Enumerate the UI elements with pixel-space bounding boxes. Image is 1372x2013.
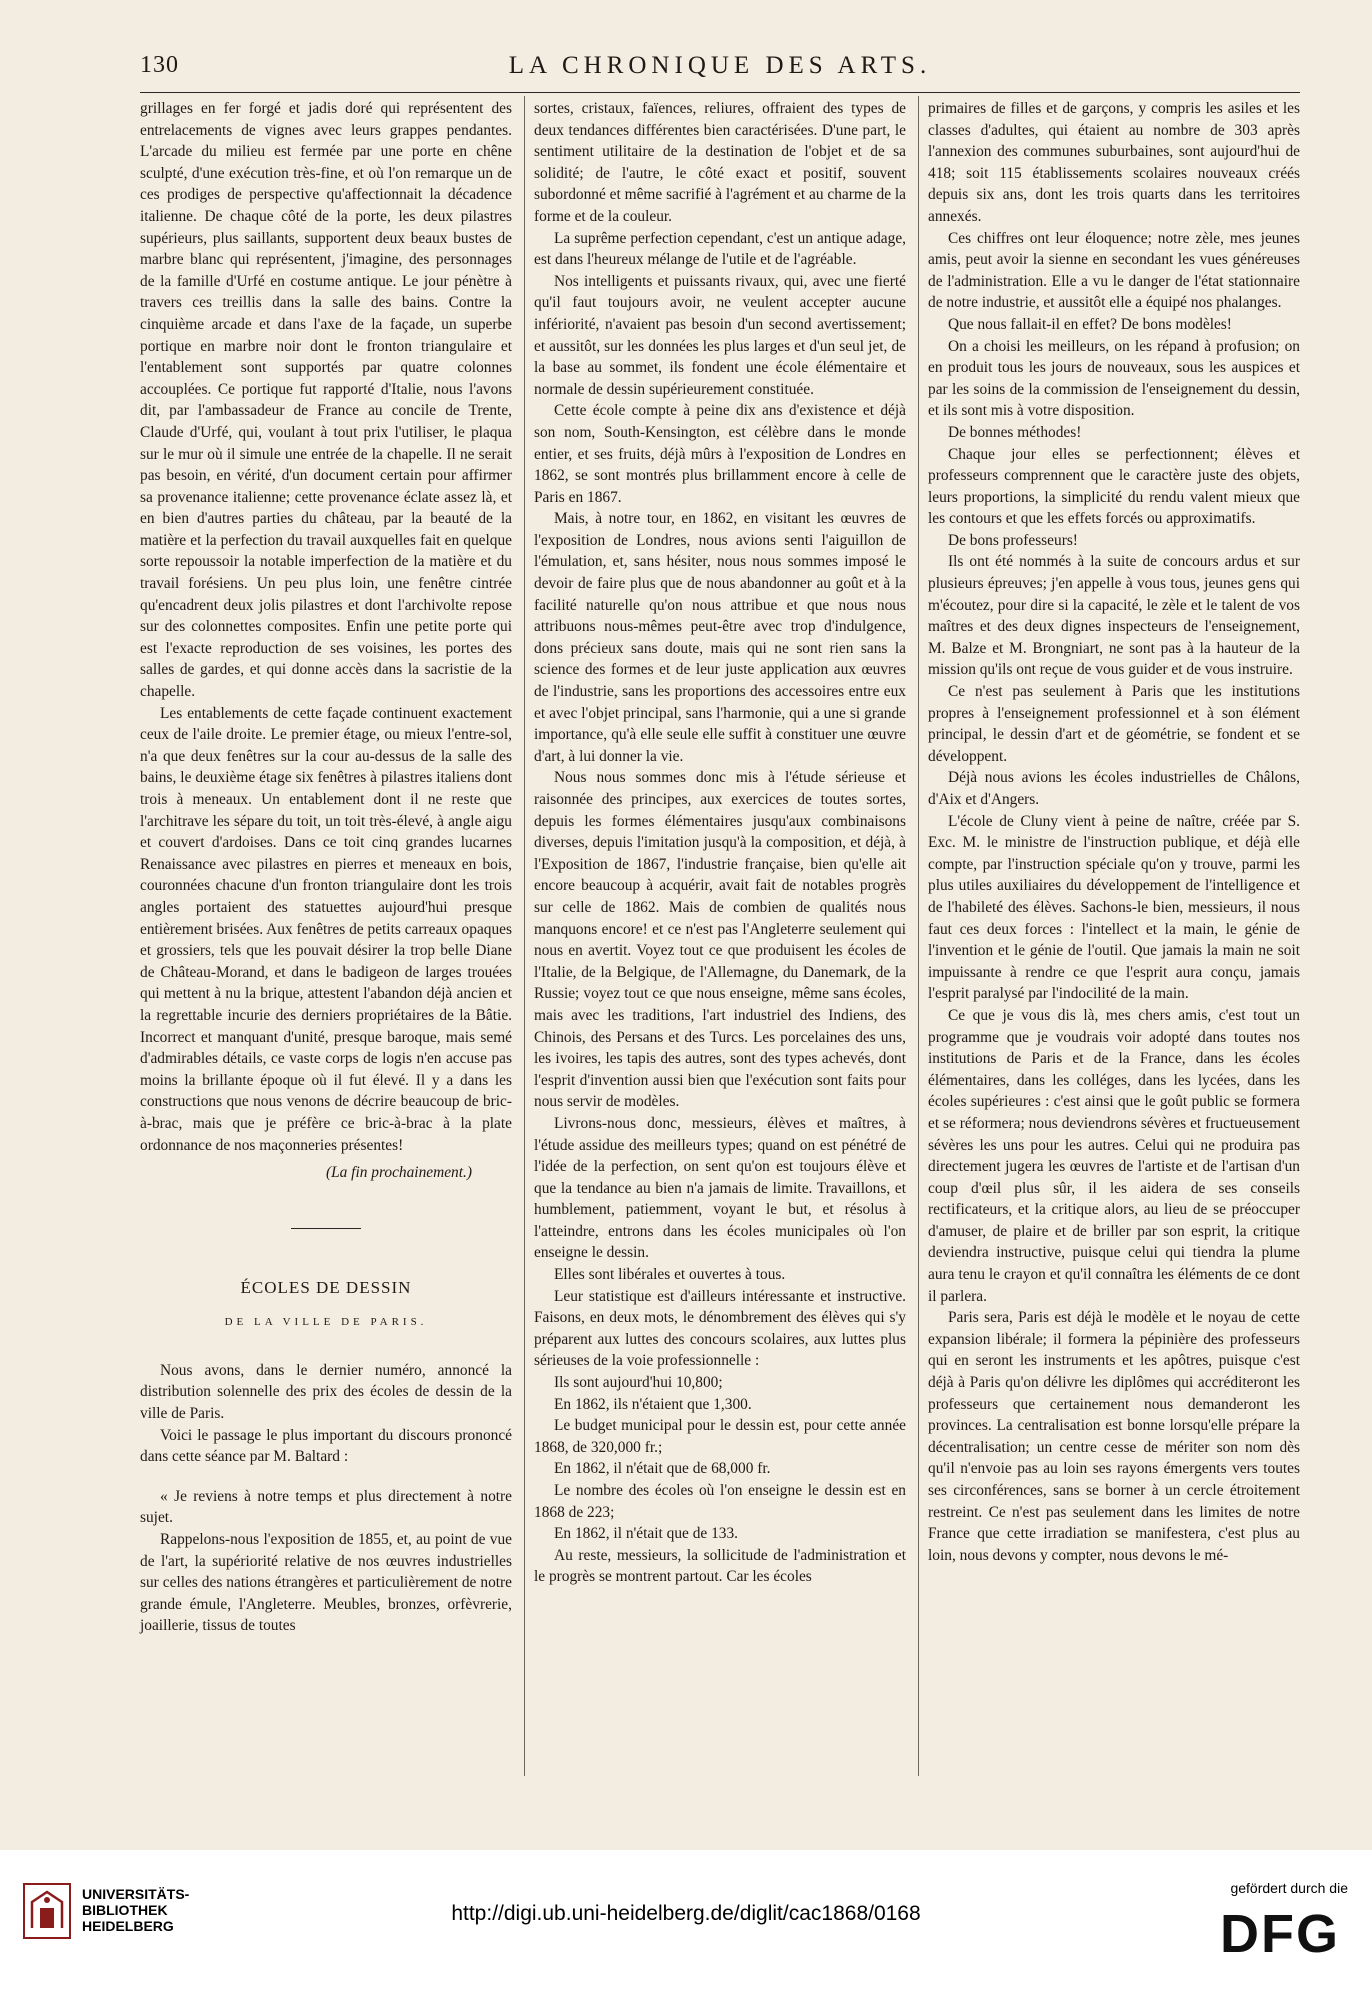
paragraph: Ce que je vous dis là, mes chers amis, c'est tout un programme que je voudrais voir adopté dans toutes nos institutions de Paris et de la France, dans les écoles élémentaires, dans les colléges, dans les lycées, dans les écoles supérieures : c'est ainsi que le goût public se formera et se réformera; nous deviendrons sévères et fructueusement sévères les uns pour les autres. Celui qui ne produira pas directement jugera les œuvres de l'artiste et de l'artisan d'un coup d'œil plus sûr, il les aidera de ses conseils rectificateurs, et la critique alors, au lieu de se préoccuper d'amuser, de plaire et de briller par son esprit, la critique deviendra instructive, puisque celui qui tiendra la plume aura tenu le crayon et qu'il connaîtra les éléments de ce dont il parlera. <box>928 1006 1300 1305</box>
paragraph: Chaque jour elles se perfectionnent; élèves et professeurs comprennent que le caractère juste des objets, leurs proportions, la simplicité du rendu valent mieux que les contours et que les effets forcés ou approximatifs. <box>928 445 1300 528</box>
section-separator <box>291 1228 361 1229</box>
page-number: 130 <box>140 52 179 78</box>
paragraph: primaires de filles et de garçons, y compris les asiles et les classes d'adultes, qui étaient au nombre de 303 après l'annexion des communes suburbaines, sont aujourd'hui de 418; soit 115 établissements scolaires nouveaux créés depuis six ans, dont les trois quarts dans les territoires annexés. <box>928 100 1300 225</box>
paragraph: Nos intelligents et puissants rivaux, qui, avec une fierté qu'il faut toujours avoir, ne veulent accepter aucune infériorité, n'avaient pas besoin d'un second avertissement; et aussitôt, sur les données les plus larges et d'un seul jet, de la base au sommet, ils fondent une école élémentaire et normale de dessin supérieurement constituée. <box>534 272 906 398</box>
column-left <box>140 98 512 1637</box>
paragraph: L'école de Cluny vient à peine de naître, créée par S. Exc. M. le ministre de l'instruction publique, et déjà elle compte, par l'instruction spéciale qu'on y trouve, parmi les plus utiles auxiliaires du développement de l'intelligence et de l'habileté des élèves. Sachons-le bien, messieurs, il nous faut ces deux forces : l'intellect et la main, le génie de l'invention et le génie de l'outil. Que jamais la main ne soit impuissante à rendre ce que l'esprit aura conçu, jamais l'esprit paralysé par l'indocilité de la main. <box>928 812 1300 1003</box>
paragraph: Nous avons, dans le dernier numéro, annoncé la distribution solennelle des prix des écoles de dessin de la ville de Paris. <box>140 1361 512 1423</box>
statistic-line: En 1862, ils n'étaient que 1,300. <box>554 1395 752 1413</box>
paragraph: Elles sont libérales et ouvertes à tous. <box>554 1266 786 1284</box>
paragraph: sortes, cristaux, faïences, reliures, offraient des types de deux tendances différentes bien caractérisées. D'une part, le sentiment utilitaire de la destination de l'objet et de sa solidité; de l'autre, le côté exact et positif, souvent subordonné et même sacrifié à l'agrément et au charme de la forme et de la couleur. <box>534 100 906 225</box>
page-header <box>140 52 1300 93</box>
paragraph: Rappelons-nous l'exposition de 1855, et, au point de vue de l'art, la supériorité relative de nos œuvres industrielles sur celles des nations étrangères et particulièrement de notre grande émule, l'Angleterre. Meubles, bronzes, orfèvrerie, joaillerie, tissus de toutes <box>140 1531 512 1635</box>
dfg-logo-text: DFG <box>1220 1906 1340 1958</box>
paragraph: Les entablements de cette façade continuent exactement ceux de l'aile droite. Le premier étage, ou mieux l'entre-sol, n'a que deux fenêtres sur la cour au-dessus de la salle des bains, le deuxième étage six fenêtres à pilastres italiens dont trois à meneaux. Un entablement dont il ne reste que l'architrave les sépare du toit, un toit très-élevé, à angle aigu et couvert d'ardoises. Dans ce toit cinq grandes lucarnes Renaissance avec pilastres en pierres et meneaux en bois, couronnées chacune d'un fronton triangulaire dont les trois angles portaient des statuettes aujourd'hui presque entièrement brisées. Aux fenêtres de petits carreaux opaques et grossiers, tels que les pouvait désirer la trop belle Diane de Château-Morand, et dans le badigeon de larges trouées qui mettent à nu la brique, attestent l'abandon déjà ancien et la regrettable incurie des derniers propriétaires de la Bâtie. Incorrect et manquant d'unité, presque baroque, mais semé d'admirables détails, ce vaste corps de logis n'en accuse pas moins la brillante époque où il fut élevé. Il y a dans les constructions que nous venons de décrire beaucoup de bric-à-brac, mais que je préfère ce bric-à-brac à la plate ordonnance de nos maçonneries présentes! <box>140 704 512 1154</box>
statistic-line: Le budget municipal pour le dessin est, pour cette année 1868, de 320,000 fr.; <box>534 1417 906 1456</box>
source-url-link[interactable]: http://digi.ub.uni-heidelberg.de/diglit/cac1868/0168 <box>451 1902 921 1925</box>
paragraph: De bons professeurs! <box>948 531 1078 549</box>
university-name-line: BIBLIOTHEK <box>82 1902 168 1918</box>
university-name-line: HEIDELBERG <box>82 1918 174 1934</box>
funded-by-label: gefördert durch die <box>1230 1880 1348 1896</box>
statistic-line: En 1862, il n'était que de 68,000 fr. <box>554 1460 771 1478</box>
paragraph: Ce n'est pas seulement à Paris que les institutions propres à l'enseignement professionnel et à son élément principal, le dessin d'art et de géométrie, se fondent et se développent. <box>928 683 1300 765</box>
journal-title: LA CHRONIQUE DES ARTS. <box>508 52 932 79</box>
section-subtitle: DE LA VILLE DE PARIS. <box>224 1316 428 1329</box>
paragraph: Que nous fallait-il en effet? De bons modèles! <box>948 315 1232 333</box>
paragraph: Ils ont été nommés à la suite de concours ardus et sur plusieurs épreuves; j'en appelle à vous tous, jeunes gens qui m'écoutez, pour dire si la capacité, le zèle et le talent de vos maîtres et des deux dignes inspecteurs de l'enseignement, M. Balze et M. Brongniart, ne sont pas à la hauteur de la mission qu'ils ont reçue de vous guider et de vous instruire. <box>928 553 1300 679</box>
paragraph: « Je reviens à notre temps et plus directement à notre sujet. <box>140 1487 512 1527</box>
paragraph: grillages en fer forgé et jadis doré qui représentent des entrelacements de vignes avec leurs grappes pendantes. L'arcade du milieu est fermée par une porte en chêne sculpté, d'une exécution très-fine, et où l'on remarque un de ces prodiges de perspective qu'affectionnait la décadence italienne. De chaque côté de la porte, les deux pilastres supérieurs, plus saillants, supportent deux beaux bustes de marbre blanc qui représentent, j'imagine, des personnages de la famille d'Urfé en costume antique. Le jour pénètre à travers ces treillis dans la salle des bains. Contre la cinquième arcade et dans l'axe de la façade, un superbe portique en marbre noir dont le fronton triangulaire et l'entablement sont supportés par quatre colonnes accouplées. Ce portique fut rapporté d'Italie, nous l'avons dit, par l'ambassadeur de France au concile de Trente, Claude d'Urfé, qui, voulant à tout prix l'utiliser, le plaqua sur le mur où il simule une entrée de la chapelle. Il ne serait pas besoin, en vérité, d'un document certain pour affirmer sa provenance italienne; cette provenance éclate assez là, et en bien d'autres parties du château, par la beauté de la matière et la perfection du travail auxquelles fait en quelque sorte repoussoir la notable imperfection de la matière et du travail forésiens. Un peu plus loin, une fenêtre cintrée qu'encadrent deux jolis pilastres et dont l'archivolte repose sur des colonnettes composites. Enfin une petite porte qui est l'exacte reproduction de ses voisines, les portes des salles de gardes, et qui donne accès dans la sacristie de la chapelle. <box>140 100 512 701</box>
paragraph: De bonnes méthodes! <box>948 423 1082 441</box>
paragraph: La suprême perfection cependant, c'est un antique adage, est dans l'heureux mélange de l'utile et de l'agréable. <box>534 229 906 269</box>
statistic-line: En 1862, il n'était que de 133. <box>554 1525 739 1543</box>
paragraph: Mais, à notre tour, en 1862, en visitant les œuvres de l'exposition de Londres, nous avions senti l'aiguillon de l'émulation, et, sans hésiter, nous nous sommes imposé le devoir de faire plus que de nous abandonner au goût et à la facilité naturelle qu'on nous attribue et que nous nous attribuons nous-mêmes peut-être avec trop d'indulgence, dons précieux sans doute, mais qui ne sont rien sans la science des formes et de leur juste application aux œuvres de l'industrie, sans les proportions des accessoires entre eux et avec l'objet principal, sans l'harmonie, qui a une si grande importance, qu'à elle seule elle suffit à constituer une œuvre d'art, à lui donner la vie. <box>534 510 906 765</box>
article-signoff: (La fin prochainement.) <box>325 1164 472 1182</box>
dfg-logo-icon <box>1210 1906 1350 1958</box>
column-middle <box>534 98 906 1588</box>
paragraph: Ces chiffres ont leur éloquence; notre zèle, mes jeunes amis, peut avoir la sienne en secondant les vues généreuses de l'administration. Elle a vu le danger de l'état stationnaire de notre industrie, et aussitôt elle a équipé nos phalanges. <box>928 229 1300 312</box>
section-title: ÉCOLES DE DESSIN <box>240 1277 412 1297</box>
paragraph: Voici le passage le plus important du discours prononcé dans cette séance par M. Baltard : <box>140 1426 512 1466</box>
paragraph: Leur statistique est d'ailleurs intéressante et instructive. Faisons, en deux mots, le dénombrement des élèves qui s'y préparent aux luttes des concours scolaires, aux luttes plus sérieuses de la voie professionnelle : <box>534 1287 906 1370</box>
statistic-line: Ils sont aujourd'hui 10,800; <box>554 1374 723 1392</box>
paragraph: Paris sera, Paris est déjà le modèle et le noyau de cette expansion libérale; il formera la pépinière des professeurs qui en seront les instruments et les apôtres, puisque c'est déjà à Paris qu'on délivre les diplômes qui accréditeront les professeurs que certainement nous demanderont les provinces. La centralisation est bonne lorsqu'elle prépare la décentralisation; un centre cesse de mériter son nom dès qu'il n'envoie pas au loin ses rayons émergents vers toutes ses circonférences, sans se borner à un cercle étroitement restreint. Ce n'est pas seulement dans les limites de notre France que cette irradiation se manifestera, c'est plus au loin, nous devons y compter, nous devons le mé- <box>928 1309 1300 1564</box>
university-name-line: UNIVERSITÄTS- <box>82 1886 190 1902</box>
paragraph: Livrons-nous donc, messieurs, élèves et maîtres, à l'étude assidue des meilleurs types; quand on est pénétré de l'idée de la perfection, on sent qu'on est toujours élève et que la tendance au bien n'a jamais de limite. Travaillons, et humblement, patiemment, voyant le but, et résolus à l'atteindre, entrons dans les écoles municipales où l'on enseigne le dessin. <box>534 1114 906 1262</box>
paragraph: On a choisi les meilleurs, on les répand à profusion; on en produit tous les jours de nouveaux, sous les auspices et par les soins de la commission de l'enseignement du dessin, et ils sont mis à votre disposition. <box>928 337 1300 420</box>
statistic-line: Le nombre des écoles où l'on enseigne le dessin est en 1868 de 223; <box>534 1482 906 1521</box>
paragraph: Déjà nous avions les écoles industrielles de Châlons, d'Aix et d'Angers. <box>928 769 1300 808</box>
paragraph: Nous nous sommes donc mis à l'étude sérieuse et raisonnée des principes, aux exercices de toutes sortes, depuis les formes élémentaires jusqu'aux combinaisons diverses, depuis l'imitation jusqu'à la composition, et déjà, à l'Exposition de 1867, l'industrie française, bien qu'elle ait encore beaucoup à acquérir, avait fait de notables progrès sur celle de 1862. Mais de combien de qualités nous manquons encore! et ce n'est pas l'Angleterre seulement qui nous en avertit. Voyez tout ce que produisent les écoles de l'Italie, de la Belgique, de l'Allemagne, du Danemark, de la Russie; voyez tout ce que nous enseigne, même sans écoles, mais avec les traditions, l'art industriel des Indiens, des Chinois, des Persans et des Turcs. Les porcelaines des uns, les ivoires, les tapis des autres, sont des types achevés, dont l'esprit d'invention aussi bien que l'exécution sont faits pour nous servir de modèles. <box>534 769 906 1111</box>
paragraph: Au reste, messieurs, la sollicitude de l'administration et le progrès se montrent partout. Car les écoles <box>534 1546 906 1586</box>
column-rule <box>918 96 919 1776</box>
digitization-footer <box>0 1850 1372 2013</box>
paragraph: Cette école compte à peine dix ans d'existence et déjà son nom, South-Kensington, est célèbre dans le monde entier, et ses fruits, déjà mûrs à l'exposition de Londres en 1862, se sont montrés plus brillamment encore à celle de Paris en 1867. <box>534 402 906 506</box>
column-right <box>928 98 1300 1566</box>
column-rule <box>524 96 525 1776</box>
